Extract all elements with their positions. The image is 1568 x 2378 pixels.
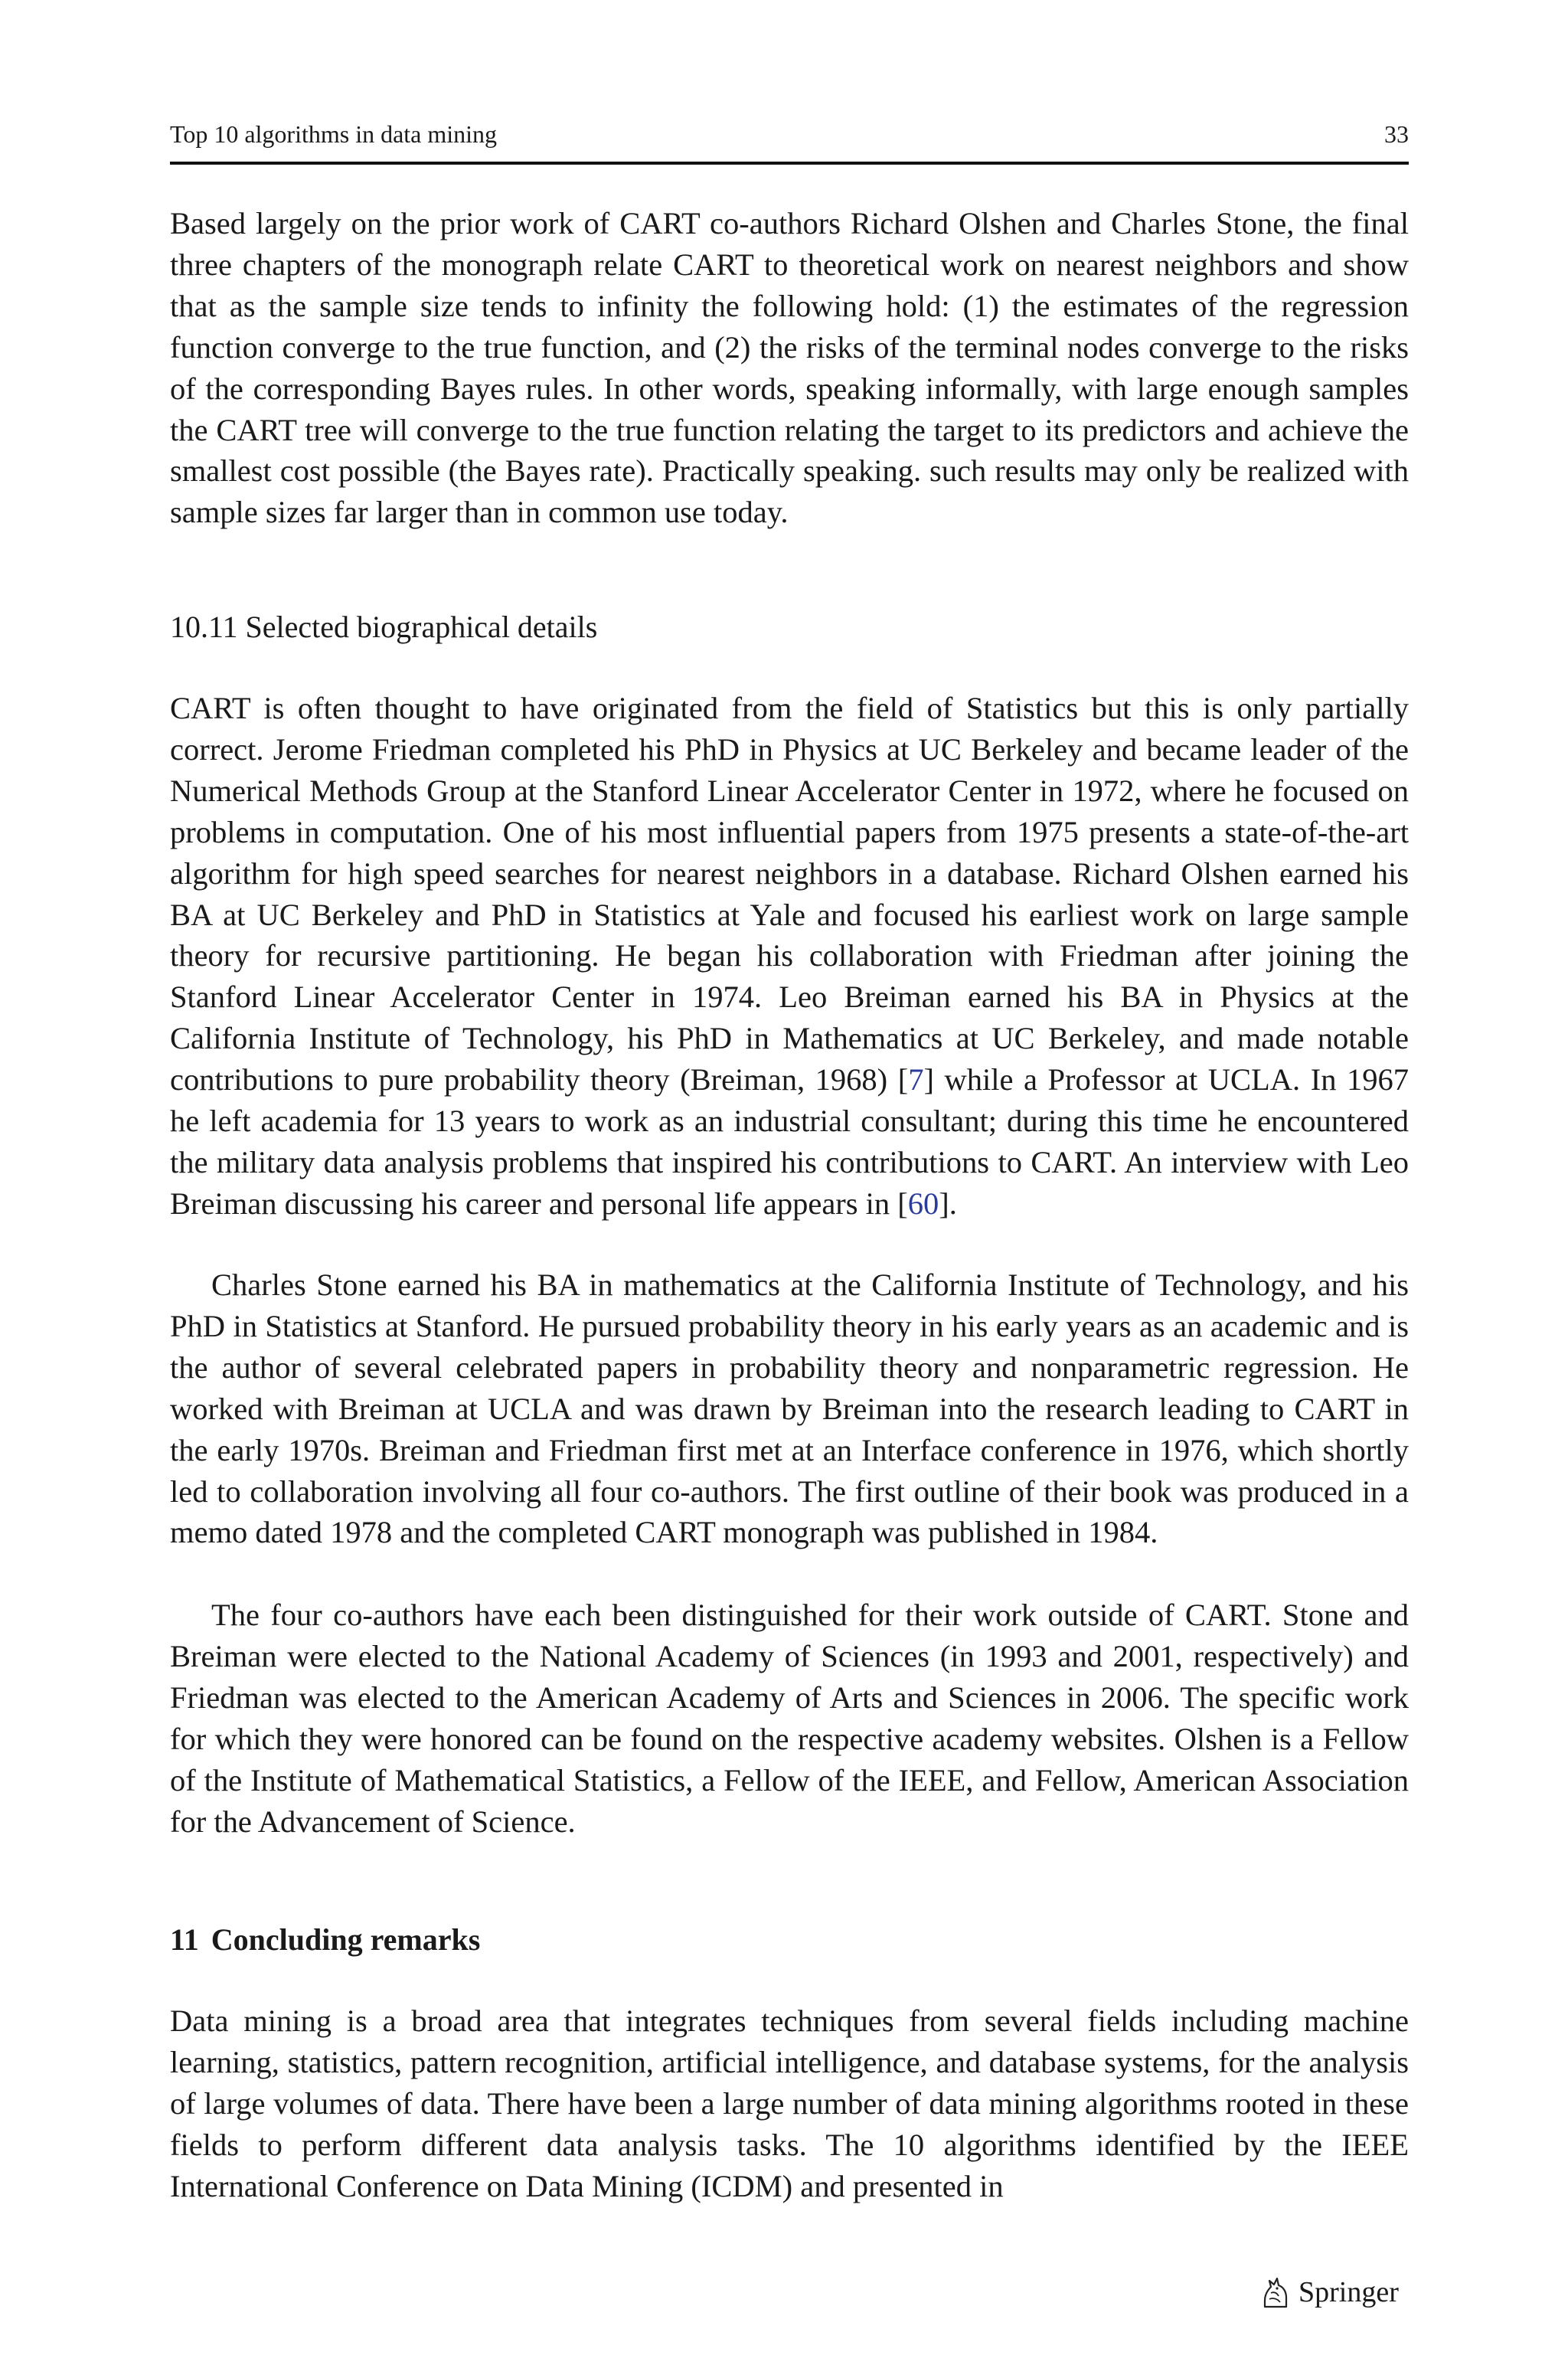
publisher-name: Springer [1298,2276,1399,2308]
header-rule [170,162,1409,165]
springer-horse-icon [1260,2275,1291,2310]
section-title: Concluding remarks [211,1922,481,1957]
running-head [170,115,1409,153]
paper-page [170,0,1409,2378]
paragraph-charles-stone: Charles Stone earned his BA in mathematics at the California Institute of Technology, and his PhD in Statistics at Stanford. He pursued probability theory in his early years as an academic and is the author of several celebrated papers in probability theory and nonparametric regression. He worked with Breiman at UCLA and was drawn by Breiman into the research leading to CART in the early 1970s. Breiman and Friedman first met at an Interface conference in 1976, which shortly led to collaboration involving all four co-authors. The first outline of their book was produced in a memo dated 1978 and the completed CART monograph was published in 1984. [170,1268,1409,1550]
bio-text-part2: ] while a Professor at UCLA. In 1967 he left academia for 13 years to work as an industrial consultant; during this time he encountered the military data analysis problems that inspired his contributions to CART. An interview with Leo Breiman discussing his career and personal life appears in [ [170,1062,1409,1221]
subsection-heading [170,607,597,648]
paragraph-cart-theory: Based largely on the prior work of CART co-authors Richard Olshen and Charles Stone, the final three chapters of the monograph relate CART to theoretical work on nearest neighbors and show that as the sample size tends to infinity the following hold: (1) the estimates of the regression function converge to the true function, and (2) the risks of the terminal nodes converge to the risks of the corresponding Bayes rules. In other words, speaking informally, with large enough samples the CART tree will converge to the true function relating the target to its predictors and achieve the smallest cost possible (the Bayes rate). Practically speaking. such results may only be realized with sample sizes far larger than in common use today. [170,206,1409,530]
section-heading [170,1919,480,1961]
publisher-logo [1260,2269,1399,2315]
bio-text-part3: ]. [939,1186,957,1221]
page-number: 33 [1384,119,1409,148]
citation-link-60[interactable]: 60 [907,1186,939,1221]
running-title: Top 10 algorithms in data mining [170,119,498,148]
citation-link-7[interactable]: 7 [908,1062,924,1097]
paragraph-concluding: Data mining is a broad area that integrates techniques from several fields including machine learning, statistics, pattern recognition, artificial intelligence, and database systems, for the analysis of large volumes of data. There have been a large number of data mining algorithms rooted in these fields to perform different data analysis tasks. The 10 algorithms identified by the IEEE International Conference on Data Mining (ICDM) and presented in [170,2003,1409,2203]
paragraph-biographies [170,688,1409,1225]
subsection-title: Selected biographical details [245,610,598,644]
section-number: 11 [170,1922,199,1957]
paragraph-distinctions: The four co-authors have each been distinguished for their work outside of CART. Stone and Breiman were elected to the National Academy of Sciences (in 1993 and 2001, respectively) and Friedman was elected to the American Academy of Arts and Sciences in 2006. The specific work for which they were honored can be found on the respective academy websites. Olshen is a Fellow of the Institute of Mathematical Statistics, a Fellow of the IEEE, and Fellow, American Association for the Advancement of Science. [170,1598,1409,1839]
subsection-number: 10.11 [170,610,238,644]
bio-text-part1: CART is often thought to have originated from the field of Statistics but this is only partially correct. Jerome Friedman completed his PhD in Physics at UC Berkeley and became leader of the Numerical Methods Group at the Stanford Linear Accelerator Center in 1972, where he focused on problems in computation. One of his most influential papers from 1975 presents a state-of-the-art algorithm for high speed searches for nearest neighbors in a database. Richard Olshen earned his BA at UC Berkeley and PhD in Statistics at Yale and focused his earliest work on large sample theory for recursive partitioning. He began his collaboration with Friedman after joining the Stanford Linear Accelerator Center in 1974. Leo Breiman earned his BA in Physics at the California Institute of Technology, his PhD in Mathematics at UC Berkeley, and made notable contributions to pure probability theory (Breiman, 1968) [ [170,691,1409,1097]
